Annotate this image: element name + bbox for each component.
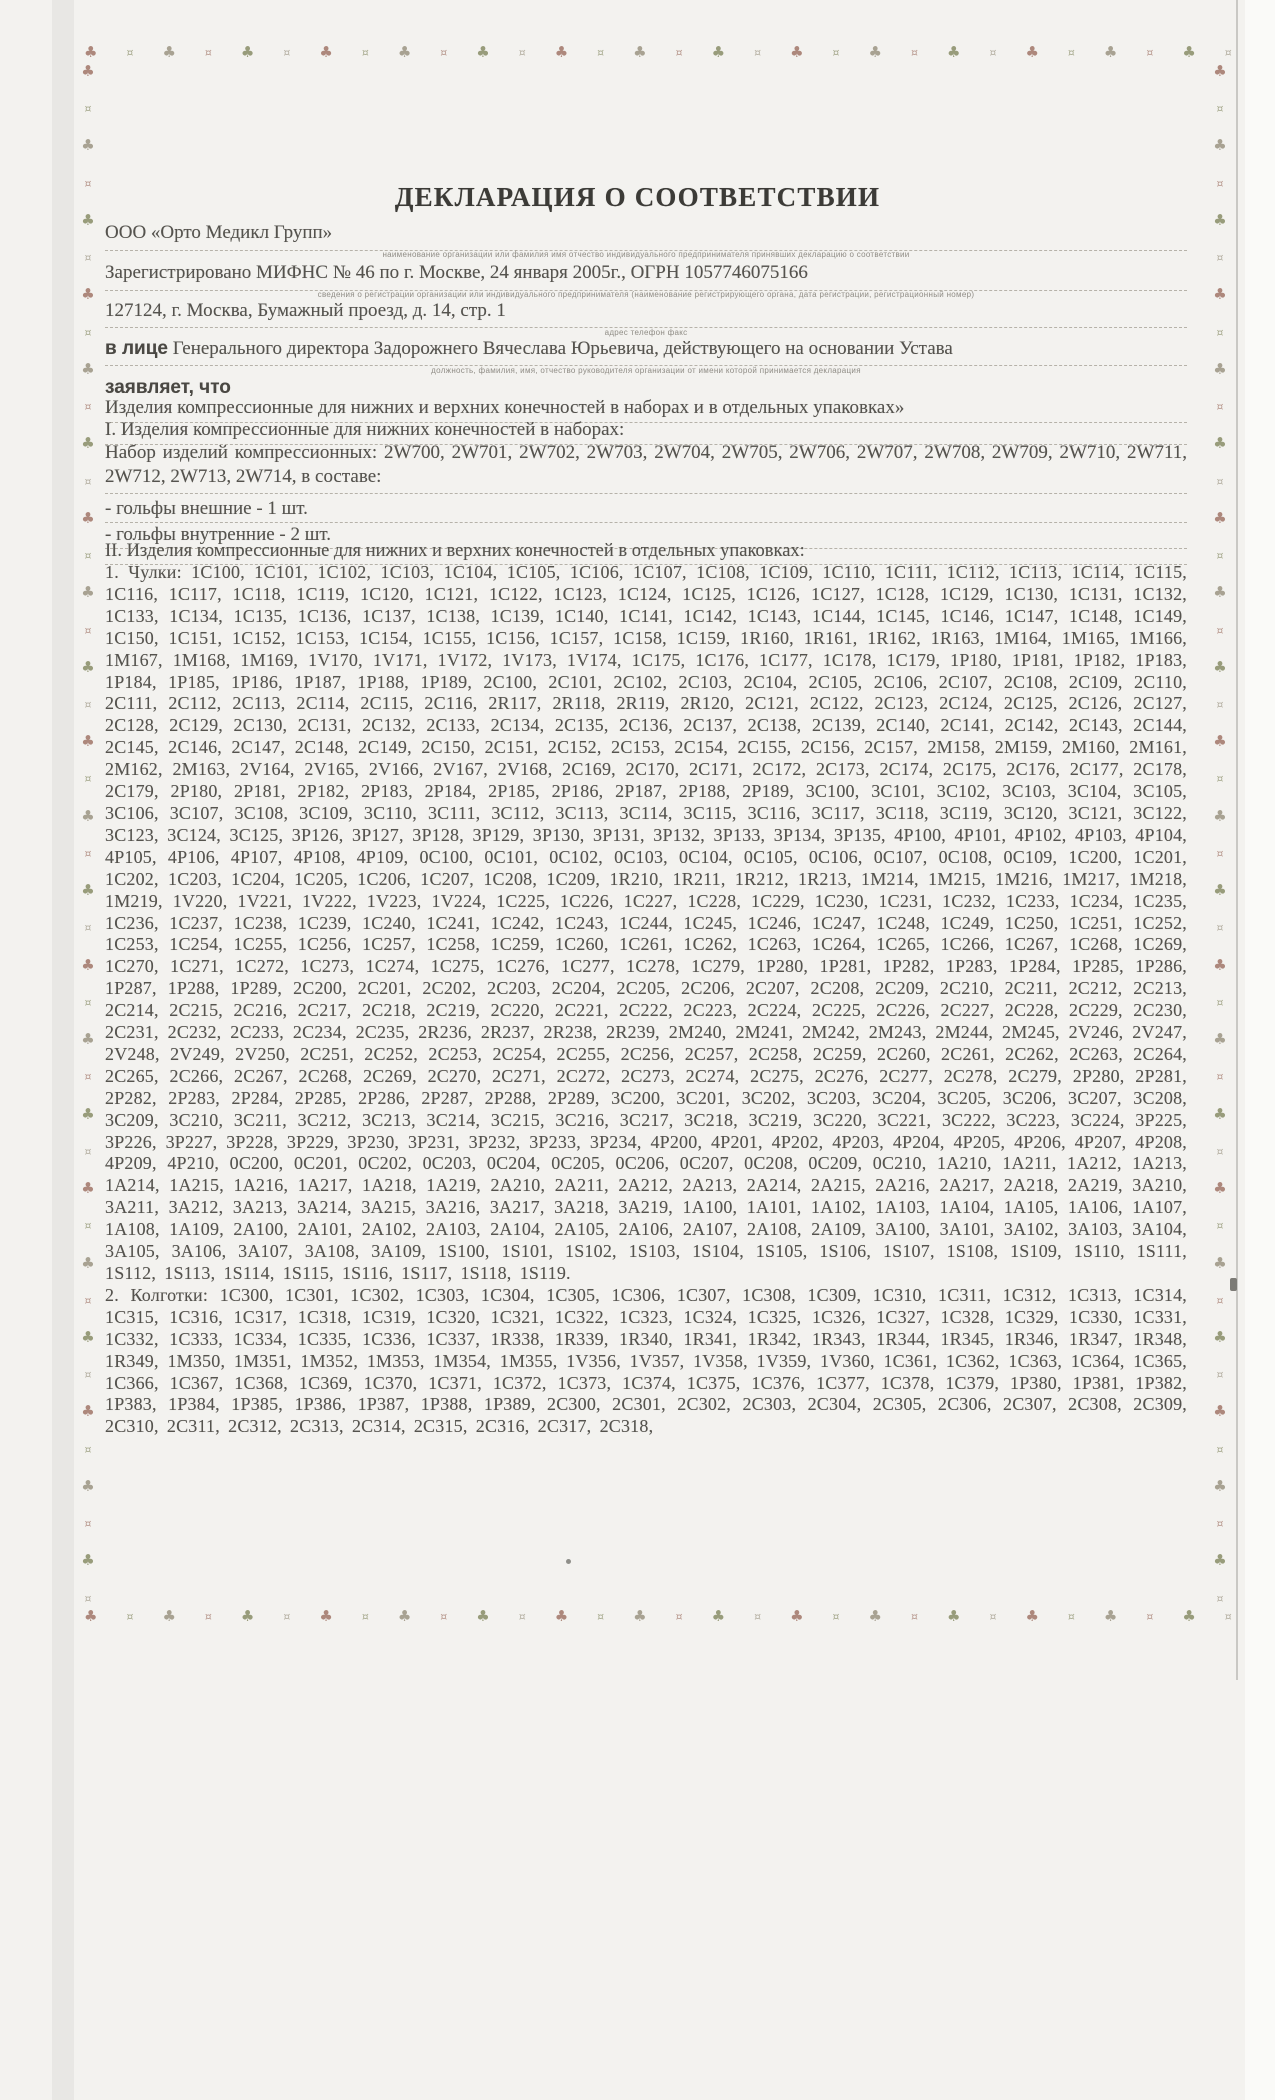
ornament-border-top: ♣ ¤ ♣ ¤ ♣ ¤ ♣ ¤ ♣ ¤ ♣ ¤ ♣ ¤ ♣ ¤ ♣ ¤ ♣ ¤ ♣ ¤ ♣ ¤ ♣ ¤ ♣ ¤ ♣ ¤ [84, 42, 1232, 61]
scan-page-edge-line [1236, 0, 1238, 1680]
representative-caption: должность, фамилия, имя, отчество руководителя организации от имени которой принимается декларация [431, 366, 861, 375]
section1-item1: - гольфы внешние - 1 шт. [105, 497, 1187, 523]
representative-prefix: в лице [105, 338, 168, 359]
product-description: Изделия компрессионные для нижних и верхних конечностей в наборах и в отдельных упаковках» [105, 396, 1187, 423]
scan-right-edge [1245, 0, 1275, 2100]
registration-info: Зарегистрировано МИФНС № 46 по г. Москве, 24 января 2005г., ОГРН 1057746075166 [105, 261, 1187, 291]
ornament-border-right: ♣ ¤ ♣ ¤ ♣ ¤ ♣ ¤ ♣ ¤ ♣ ¤ ♣ ¤ ♣ ¤ ♣ ¤ ♣ ¤ ♣ ¤ ♣ ¤ ♣ ¤ ♣ ¤ ♣ ¤ ♣ ¤ ♣ ¤ ♣ ¤ ♣ ¤ ♣ ¤ ♣ ¤ [1213, 62, 1227, 1605]
ornament-border-bottom: ♣ ¤ ♣ ¤ ♣ ¤ ♣ ¤ ♣ ¤ ♣ ¤ ♣ ¤ ♣ ¤ ♣ ¤ ♣ ¤ ♣ ¤ ♣ ¤ ♣ ¤ ♣ ¤ ♣ ¤ [84, 1606, 1232, 1625]
organization-name: ООО «Орто Медикл Групп» [105, 221, 1187, 251]
section2-heading: II. Изделия компрессионные для нижних и верхних конечностей в отдельных упаковках: [105, 540, 1187, 565]
tights-paragraph: 2. Колготки: 1C300, 1C301, 1C302, 1C303, 1C304, 1C305, 1C306, 1C307, 1C308, 1C309, 1C310, 1C311, 1C312, 1C313, 1C314, 1C315, 1C316, 1C317, 1C318, 1C319, 1C320, 1C321, 1C322, 1C323, 1C324, 1C325, 1C326, 1C327, 1C328, 1C329, 1C330, 1C331, 1C332, 1C333, 1C334, 1C335, 1C336, 1C337, 1R338, 1R339, 1R340, 1R341, 1R342, 1R343, 1R344, 1R345, 1R346, 1R347, 1R348, 1R349, 1M350, 1M351, 1M352, 1M353, 1M354, 1M355, 1V356, 1V357, 1V358, 1V359, 1V360, 1C361, 1C362, 1C363, 1C364, 1C365, 1C366, 1C367, 1C368, 1C369, 1C370, 1C371, 1C372, 1C373, 1C374, 1C375, 1C376, 1C377, 1C378, 1C379, 1P380, 1P381, 1P382, 1P383, 1P384, 1P385, 1P386, 1P387, 1P388, 1P389, 2C300, 2C301, 2C302, 2C303, 2C304, 2C305, 2C306, 2C307, 2C308, 2C309, 2C310, 2C311, 2C312, 2C313, 2C314, 2C315, 2C316, 2C317, 2C318, [105, 1284, 1187, 1437]
organization-caption: наименование организации или фамилия имя отчество индивидуального предпринимателя принявших декларацию о соответствии [382, 250, 910, 259]
section1-set-line: Набор изделий компрессионных: 2W700, 2W701, 2W702, 2W703, 2W704, 2W705, 2W706, 2W707, 2W708, 2W709, 2W710, 2W711, 2W712, 2W713, 2W714, в составе: [105, 441, 1187, 494]
declares-label: заявляет, что [105, 377, 231, 398]
address-caption: адрес телефон факс [604, 328, 688, 337]
document-title: ДЕКЛАРАЦИЯ О СООТВЕТСТВИИ [394, 182, 881, 212]
ornament-border-left: ♣ ¤ ♣ ¤ ♣ ¤ ♣ ¤ ♣ ¤ ♣ ¤ ♣ ¤ ♣ ¤ ♣ ¤ ♣ ¤ ♣ ¤ ♣ ¤ ♣ ¤ ♣ ¤ ♣ ¤ ♣ ¤ ♣ ¤ ♣ ¤ ♣ ¤ ♣ ¤ ♣ ¤ [81, 62, 95, 1605]
section2-body [105, 562, 1187, 1438]
representative-line [105, 337, 1187, 366]
stockings-paragraph: 1. Чулки: 1C100, 1C101, 1C102, 1C103, 1C104, 1C105, 1C106, 1C107, 1C108, 1C109, 1C110, 1C111, 1C112, 1C113, 1C114, 1C115, 1C116, 1C117, 1C118, 1C119, 1C120, 1C121, 1C122, 1C123, 1C124, 1C125, 1C126, 1C127, 1C128, 1C129, 1C130, 1C131, 1C132, 1C133, 1C134, 1C135, 1C136, 1C137, 1C138, 1C139, 1C140, 1C141, 1C142, 1C143, 1C144, 1C145, 1C146, 1C147, 1C148, 1C149, 1C150, 1C151, 1C152, 1C153, 1C154, 1C155, 1C156, 1C157, 1C158, 1C159, 1R160, 1R161, 1R162, 1R163, 1M164, 1M165, 1M166, 1M167, 1M168, 1M169, 1V170, 1V171, 1V172, 1V173, 1V174, 1C175, 1C176, 1C177, 1C178, 1C179, 1P180, 1P181, 1P182, 1P183, 1P184, 1P185, 1P186, 1P187, 1P188, 1P189, 2C100, 2C101, 2C102, 2C103, 2C104, 2C105, 2C106, 2C107, 2C108, 2C109, 2C110, 2C111, 2C112, 2C113, 2C114, 2C115, 2C116, 2R117, 2R118, 2R119, 2R120, 2C121, 2C122, 2C123, 2C124, 2C125, 2C126, 2C127, 2C128, 2C129, 2C130, 2C131, 2C132, 2C133, 2C134, 2C135, 2C136, 2C137, 2C138, 2C139, 2C140, 2C141, 2C142, 2C143, 2C144, 2C145, 2C146, 2C147, 2C148, 2C149, 2C150, 2C151, 2C152, 2C153, 2C154, 2C155, 2C156, 2C157, 2M158, 2M159, 2M160, 2M161, 2M162, 2M163, 2V164, 2V165, 2V166, 2V167, 2V168, 2C169, 2C170, 2C171, 2C172, 2C173, 2C174, 2C175, 2C176, 2C177, 2C178, 2C179, 2P180, 2P181, 2P182, 2P183, 2P184, 2P185, 2P186, 2P187, 2P188, 2P189, 3C100, 3C101, 3C102, 3C103, 3C104, 3C105, 3C106, 3C107, 3C108, 3C109, 3C110, 3C111, 3C112, 3C113, 3C114, 3C115, 3C116, 3C117, 3C118, 3C119, 3C120, 3C121, 3C122, 3C123, 3C124, 3C125, 3P126, 3P127, 3P128, 3P129, 3P130, 3P131, 3P132, 3P133, 3P134, 3P135, 4P100, 4P101, 4P102, 4P103, 4P104, 4P105, 4P106, 4P107, 4P108, 4P109, 0C100, 0C101, 0C102, 0C103, 0C104, 0C105, 0C106, 0C107, 0C108, 0C109, 1C200, 1C201, 1C202, 1C203, 1C204, 1C205, 1C206, 1C207, 1C208, 1C209, 1R210, 1R211, 1R212, 1R213, 1M214, 1M215, 1M216, 1M217, 1M218, 1M219, 1V220, 1V221, 1V222, 1V223, 1V224, 1C225, 1C226, 1C227, 1C228, 1C229, 1C230, 1C231, 1C232, 1C233, 1C234, 1C235, 1C236, 1C237, 1C238, 1C239, 1C240, 1C241, 1C242, 1C243, 1C244, 1C245, 1C246, 1C247, 1C248, 1C249, 1C250, 1C251, 1C252, 1C253, 1C254, 1C255, 1C256, 1C257, 1C258, 1C259, 1C260, 1C261, 1C262, 1C263, 1C264, 1C265, 1C266, 1C267, 1C268, 1C269, 1C270, 1C271, 1C272, 1C273, 1C274, 1C275, 1C276, 1C277, 1C278, 1C279, 1P280, 1P281, 1P282, 1P283, 1P284, 1P285, 1P286, 1P287, 1P288, 1P289, 2C200, 2C201, 2C202, 2C203, 2C204, 2C205, 2C206, 2C207, 2C208, 2C209, 2C210, 2C211, 2C212, 2C213, 2C214, 2C215, 2C216, 2C217, 2C218, 2C219, 2C220, 2C221, 2C222, 2C223, 2C224, 2C225, 2C226, 2C227, 2C228, 2C229, 2C230, 2C231, 2C232, 2C233, 2C234, 2C235, 2R236, 2R237, 2R238, 2R239, 2M240, 2M241, 2M242, 2M243, 2M244, 2M245, 2V246, 2V247, 2V248, 2V249, 2V250, 2C251, 2C252, 2C253, 2C254, 2C255, 2C256, 2C257, 2C258, 2C259, 2C260, 2C261, 2C262, 2C263, 2C264, 2C265, 2C266, 2C267, 2C268, 2C269, 2C270, 2C271, 2C272, 2C273, 2C274, 2C275, 2C276, 2C277, 2C278, 2C279, 2P280, 2P281, 2P282, 2P283, 2P284, 2P285, 2P286, 2P287, 2P288, 2P289, 3C200, 3C201, 3C202, 3C203, 3C204, 3C205, 3C206, 3C207, 3C208, 3C209, 3C210, 3C211, 3C212, 3C213, 3C214, 3C215, 3C216, 3C217, 3C218, 3C219, 3C220, 3C221, 3C222, 3C223, 3C224, 3P225, 3P226, 3P227, 3P228, 3P229, 3P230, 3P231, 3P232, 3P233, 3P234, 4P200, 4P201, 4P202, 4P203, 4P204, 4P205, 4P206, 4P207, 4P208, 4P209, 4P210, 0C200, 0C201, 0C202, 0C203, 0C204, 0C205, 0C206, 0C207, 0C208, 0C209, 0C210, 1A210, 1A211, 1A212, 1A213, 1A214, 1A215, 1A216, 1A217, 1A218, 1A219, 2A210, 2A211, 2A212, 2A213, 2A214, 2A215, 2A216, 2A217, 2A218, 2A219, 3A210, 3A211, 3A212, 3A213, 3A214, 3A215, 3A216, 3A217, 3A218, 3A219, 1A100, 1A101, 1A102, 1A103, 1A104, 1A105, 1A106, 1A107, 1A108, 1A109, 2A100, 2A101, 2A102, 2A103, 2A104, 2A105, 2A106, 2A107, 2A108, 2A109, 3A100, 3A101, 3A102, 3A103, 3A104, 3A105, 3A106, 3A107, 3A108, 3A109, 1S100, 1S101, 1S102, 1S103, 1S104, 1S105, 1S106, 1S107, 1S108, 1S109, 1S110, 1S111, 1S112, 1S113, 1S114, 1S115, 1S116, 1S117, 1S118, 1S119. [105, 562, 1187, 1283]
representative-text: Генерального директора Задорожнего Вячеслава Юрьевича, действующего на основании Устава [172, 338, 953, 359]
registration-caption: сведения о регистрации организации или индивидуального предпринимателя (наименование регистрирующего органа, дата регистрации, регистрационный номер) [317, 290, 975, 299]
section1-item2: - гольфы внутренние - 2 шт. [105, 523, 1187, 549]
address-line: 127124, г. Москва, Бумажный проезд, д. 14, стр. 1 [105, 299, 1187, 328]
scan-left-shadow [52, 0, 74, 2100]
section1-heading: I. Изделия компрессионные для нижних конечностей в наборах: [105, 418, 1187, 445]
scan-dot-artifact [566, 1559, 571, 1564]
